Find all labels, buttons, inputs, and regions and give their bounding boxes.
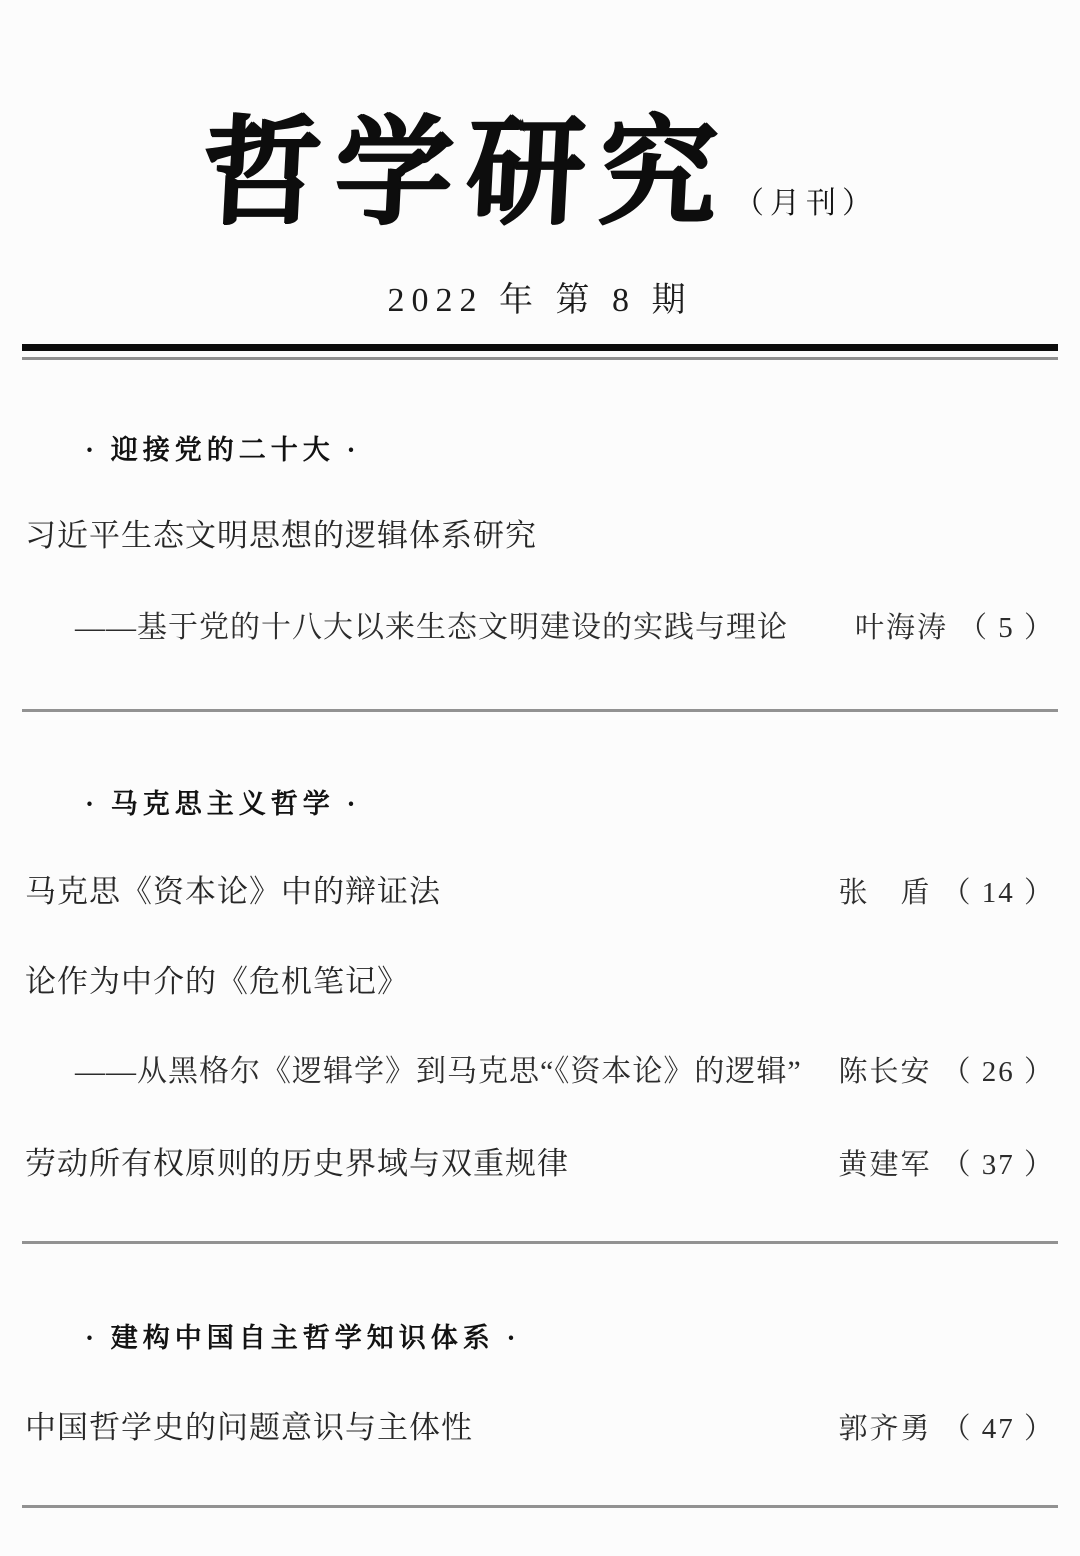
author-pageref [838,1406,1055,1447]
article-title: 中国哲学史的问题意识与主体性 [25,1410,473,1445]
author-pageref [855,605,1055,646]
article-row [25,956,1055,1001]
article-pageref: （ 37 ） [941,1149,1055,1181]
journal-title: 哲学研究 [198,108,734,239]
edition-note: （月刊） [734,186,878,220]
article-row [25,1402,1055,1447]
author-pageref [838,1142,1055,1183]
issue-line: 2022 年 第 8 期 [387,282,693,319]
masthead-rule-thin [22,357,1058,360]
article-row [25,866,1055,911]
article-row [25,602,1055,646]
article-subtitle: ——从黑格尔《逻辑学》到马克思“《资本论》的逻辑” [75,1055,802,1088]
section-header-3: · 建构中国自主哲学知识体系 · [85,1323,521,1353]
article-title: 马克思《资本论》中的辩证法 [25,874,441,909]
masthead-rule-thick [22,344,1058,351]
article-title: 劳动所有权原则的历史界域与双重规律 [25,1146,569,1181]
section-divider [22,709,1058,712]
masthead [0,100,1080,248]
article-title: 论作为中介的《危机笔记》 [25,964,409,999]
article-author: 张 盾 [838,877,932,909]
article-title: 习近平生态文明思想的逻辑体系研究 [25,518,537,553]
bottom-divider [22,1505,1058,1508]
article-pageref: （ 14 ） [941,877,1055,909]
article-author: 郭齐勇 [838,1413,932,1445]
article-author: 叶海涛 [854,612,948,644]
section-divider [22,1241,1058,1244]
article-pageref: （ 47 ） [941,1413,1055,1445]
section-header-1: · 迎接党的二十大 · [85,435,361,465]
article-row [25,1138,1055,1183]
article-pageref: （ 26 ） [941,1056,1055,1088]
article-row [25,1046,1055,1090]
article-pageref: （ 5 ） [957,612,1055,644]
article-author: 陈长安 [838,1056,932,1088]
author-pageref [838,870,1055,911]
article-row [25,510,1055,555]
author-pageref [838,1049,1055,1090]
article-subtitle: ——基于党的十八大以来生态文明建设的实践与理论 [75,611,788,644]
section-header-2: · 马克思主义哲学 · [85,789,361,819]
article-author: 黄建军 [838,1149,932,1181]
